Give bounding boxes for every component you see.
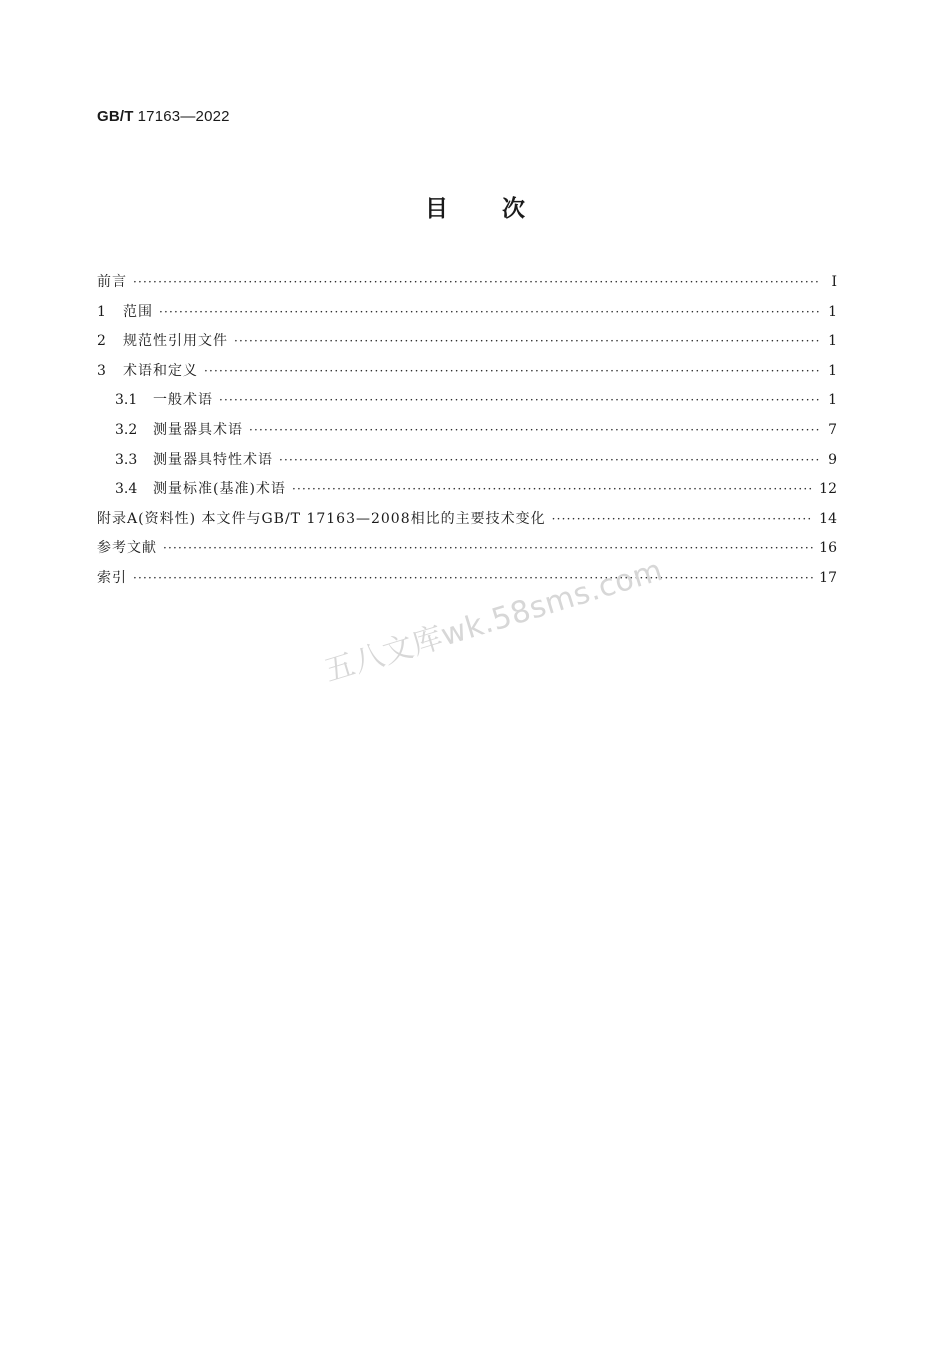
- toc-entry-page: 7: [828, 421, 837, 438]
- toc-entry-label: 规范性引用文件: [123, 333, 228, 350]
- toc-entry-label: 一般术语: [153, 392, 213, 409]
- toc-leader-dots: [163, 534, 813, 564]
- toc-entry-page: 1: [828, 303, 837, 320]
- toc-entry-page: 1: [828, 362, 837, 379]
- toc-entry-label: 前言: [97, 274, 127, 290]
- watermark: 五八文库wk.58sms.com: [320, 552, 667, 690]
- standard-prefix: GB/T: [97, 108, 134, 125]
- toc-entry-page: 1: [828, 392, 837, 409]
- toc-entry-page: Ⅰ: [831, 274, 837, 290]
- toc-entry-page: 17: [819, 569, 837, 586]
- toc-entry-normative-references[interactable]: [97, 327, 837, 357]
- toc-entry-page: 1: [828, 333, 837, 350]
- toc-entry-measurement-standard-terms[interactable]: [97, 475, 837, 505]
- toc-entry-number: 3.3: [115, 451, 138, 468]
- standard-code: 17163—2022: [137, 108, 230, 125]
- toc-entry-label: 索引: [97, 569, 127, 586]
- toc-leader-dots: [219, 386, 821, 416]
- toc-title: 目次: [425, 196, 579, 222]
- toc-entry-number: 3.4: [115, 481, 138, 498]
- toc-leader-dots: [133, 268, 821, 298]
- toc-entry-scope[interactable]: [97, 298, 837, 328]
- toc-entry-number: 3: [97, 362, 106, 379]
- toc-entry-label: 术语和定义: [123, 362, 198, 379]
- toc-entry-label: 附录A(资料性) 本文件与GB/T 17163—2008相比的主要技术变化: [97, 510, 546, 527]
- toc-entry-instrument-terms[interactable]: [97, 416, 837, 446]
- toc-leader-dots: [234, 327, 821, 357]
- toc-leader-dots: [159, 298, 821, 328]
- toc-entry-foreword[interactable]: [97, 268, 837, 298]
- toc-entry-general-terms[interactable]: [97, 386, 837, 416]
- toc-entry-terms-definitions[interactable]: [97, 357, 837, 387]
- toc-leader-dots: [292, 475, 813, 505]
- toc-entry-index[interactable]: [97, 564, 837, 594]
- toc-leader-dots: [249, 416, 821, 446]
- toc-entry-label: 测量器具特性术语: [153, 451, 273, 468]
- toc-entry-page: 12: [819, 481, 837, 498]
- toc-entry-bibliography[interactable]: [97, 534, 837, 564]
- toc-entry-annex-a[interactable]: [97, 505, 837, 535]
- toc-leader-dots: [133, 564, 813, 594]
- toc-entry-label: 参考文献: [97, 540, 157, 557]
- toc-entry-number: 2: [97, 333, 106, 350]
- toc-entry-page: 9: [828, 451, 837, 468]
- toc-entry-number: 3.1: [115, 392, 138, 409]
- toc-entry-number: 1: [97, 303, 106, 320]
- toc-entry-label: 范围: [123, 303, 153, 320]
- toc-entry-number: 3.2: [115, 421, 138, 438]
- toc-entry-label: 测量器具术语: [153, 421, 243, 438]
- toc-leader-dots: [279, 446, 821, 476]
- toc-entry-page: 14: [819, 510, 837, 527]
- toc-entry-page: 16: [819, 540, 837, 557]
- toc-leader-dots: [204, 357, 821, 387]
- table-of-contents: [97, 268, 837, 594]
- toc-leader-dots: [552, 505, 814, 535]
- toc-entry-label: 测量标准(基准)术语: [153, 481, 286, 498]
- toc-entry-instrument-characteristic-terms[interactable]: [97, 446, 837, 476]
- standard-number: [97, 108, 230, 125]
